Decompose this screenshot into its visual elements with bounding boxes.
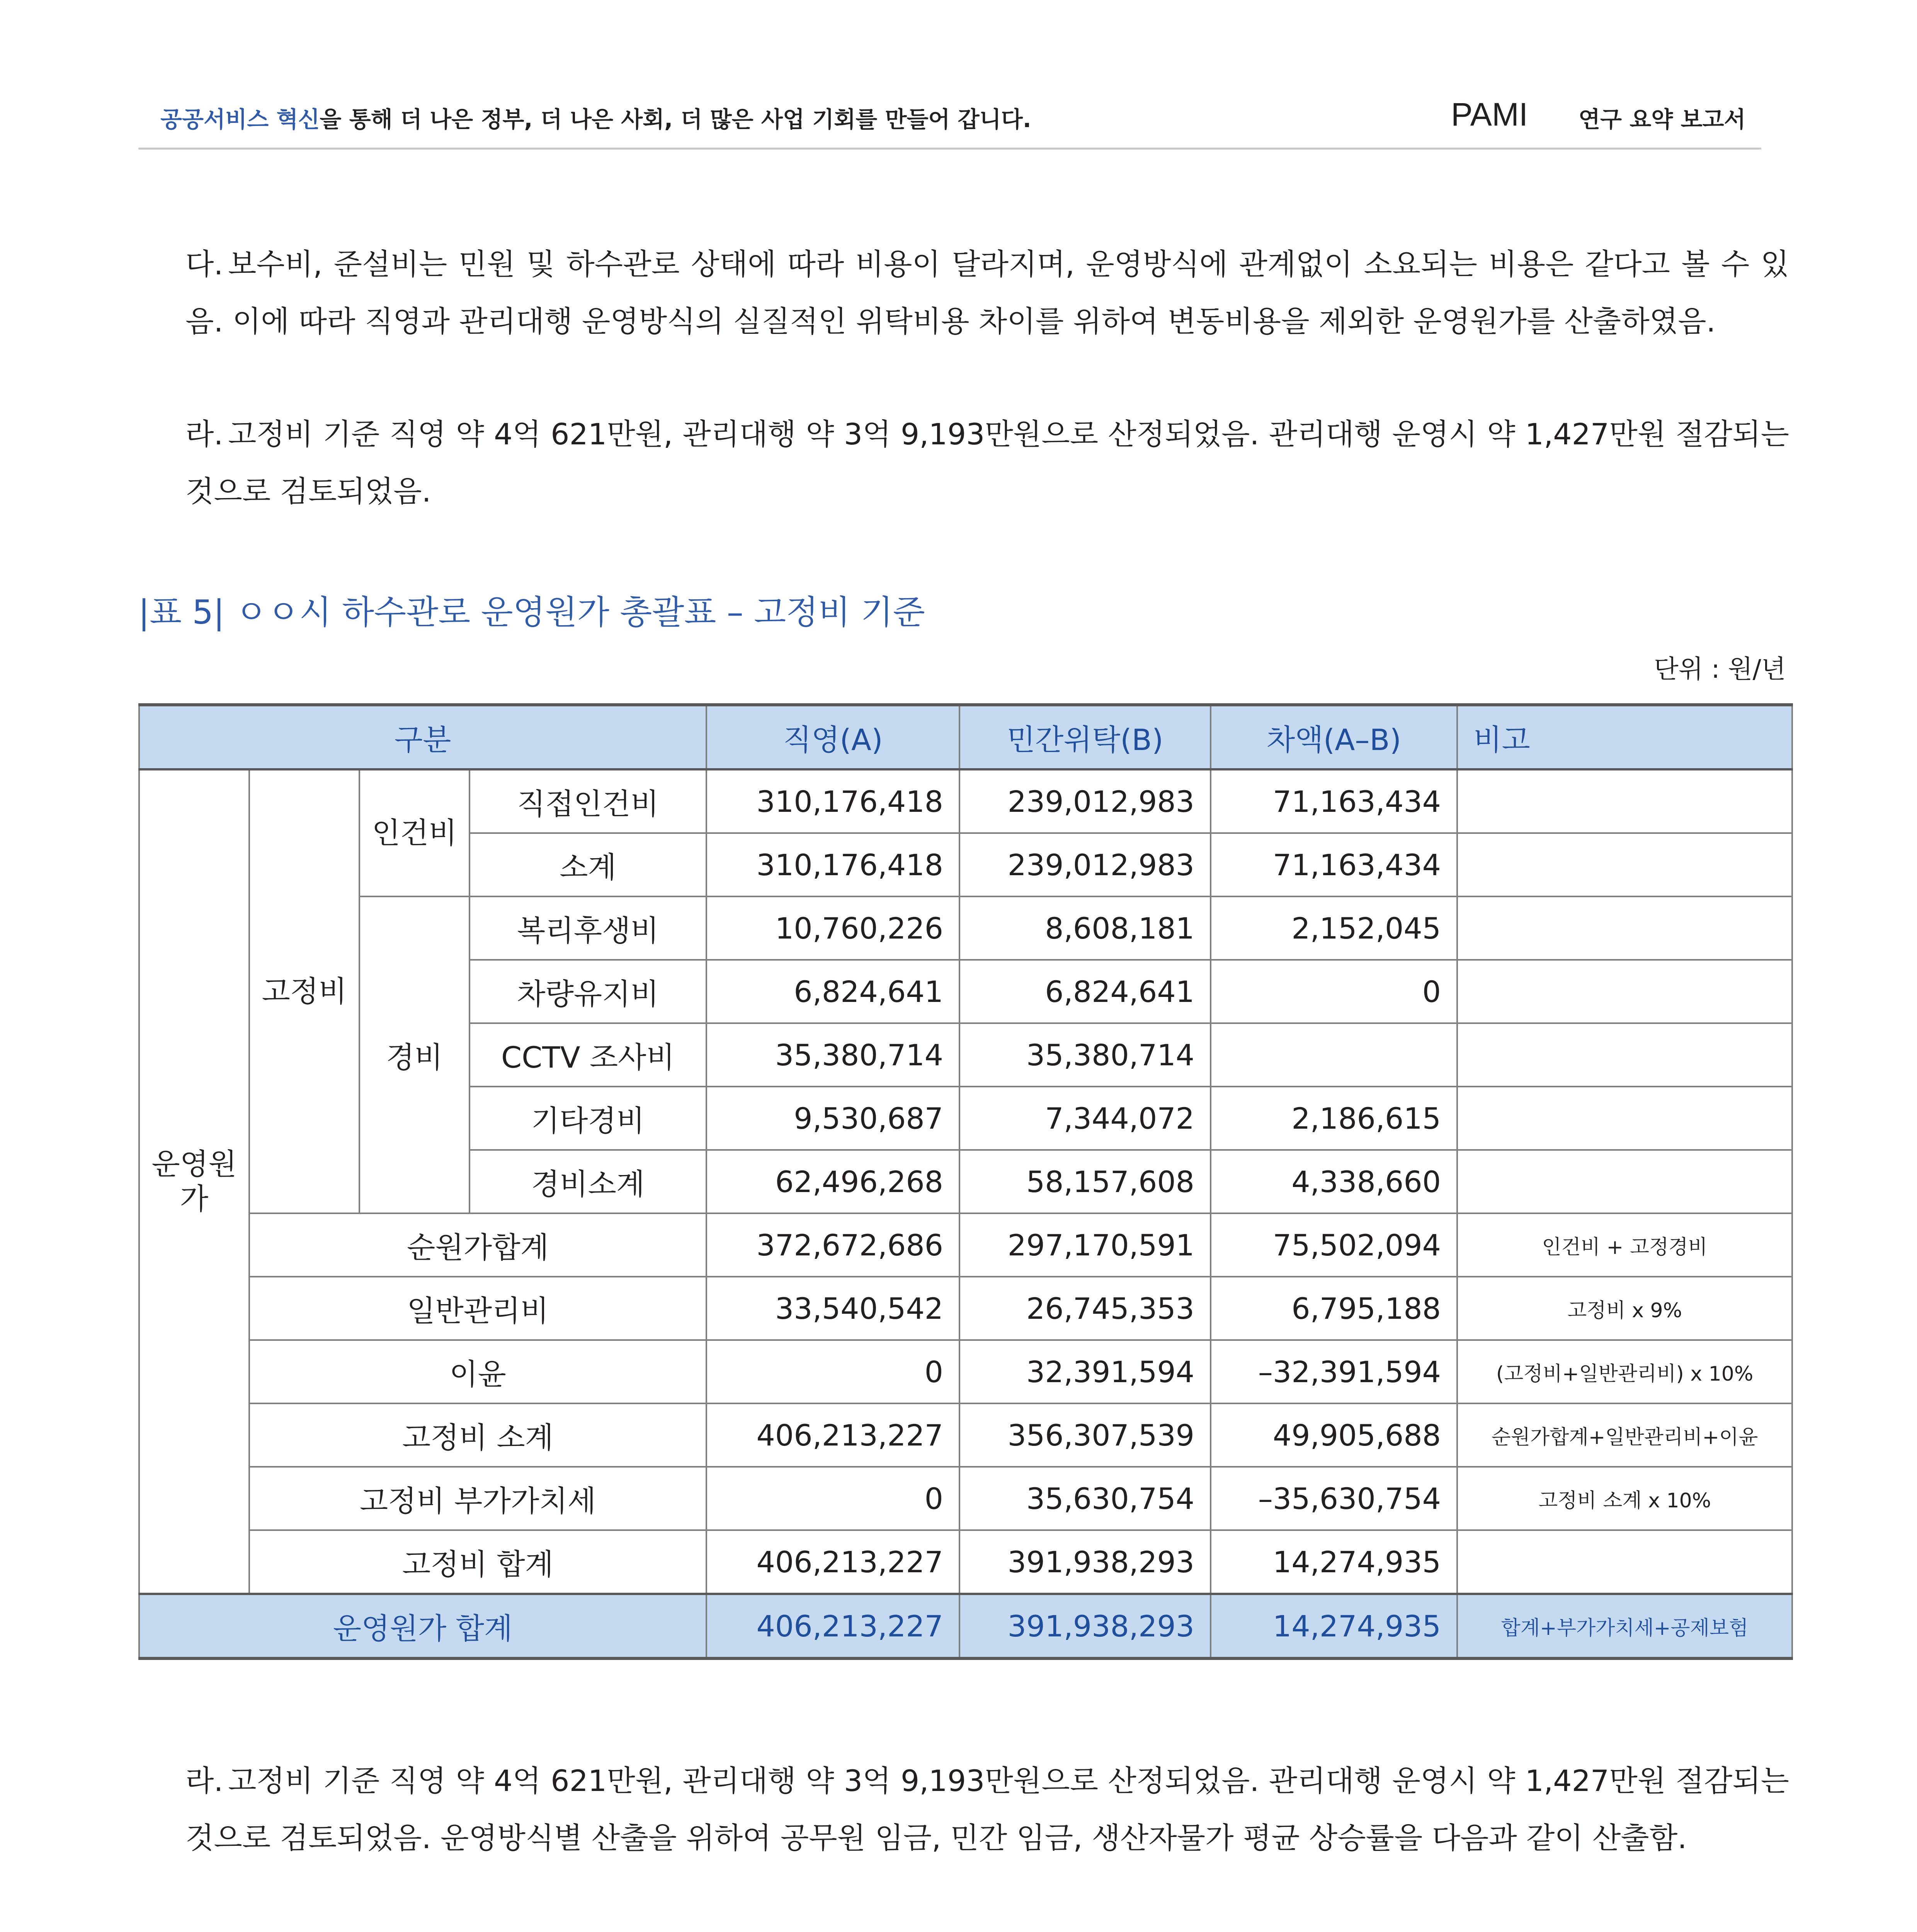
row-label: 직접인건비 — [469, 769, 706, 833]
header-category: 구분 — [139, 705, 706, 769]
total-private: 391,938,293 — [959, 1594, 1211, 1658]
slogan-rest: 을 통해 더 나은 정부, 더 나은 사회, 더 많은 사업 기회를 만들어 갑니다. — [320, 106, 1031, 133]
value-direct: 10,760,226 — [706, 896, 959, 960]
header-note: 비고 — [1457, 705, 1792, 769]
row-label: 고정비 합계 — [249, 1530, 706, 1594]
row-label: 복리후생비 — [469, 896, 706, 960]
slogan-highlight: 공공서비스 혁신 — [160, 106, 320, 133]
value-note — [1457, 769, 1792, 833]
value-private: 58,157,608 — [959, 1150, 1211, 1213]
value-direct: 6,824,641 — [706, 960, 959, 1023]
header-divider — [138, 148, 1761, 150]
value-direct: 0 — [706, 1467, 959, 1530]
row-label: 소계 — [469, 833, 706, 896]
value-private: 35,630,754 — [959, 1467, 1211, 1530]
table5-caption: |표 5| ㅇㅇ시 하수관로 운영원가 총괄표 – 고정비 기준 — [138, 593, 925, 632]
row-label: 고정비 부가가치세 — [249, 1467, 706, 1530]
value-private: 297,170,591 — [959, 1213, 1211, 1277]
row-label: 이윤 — [249, 1340, 706, 1403]
table-row — [139, 1213, 1792, 1277]
table-row — [139, 896, 1792, 960]
header-brand: PAMI — [1451, 96, 1528, 133]
value-note: 인건비 + 고정경비 — [1457, 1213, 1792, 1277]
value-diff: 4,338,660 — [1211, 1150, 1457, 1213]
value-note — [1457, 1150, 1792, 1213]
table-row — [139, 1277, 1792, 1340]
header-direct: 직영(A) — [706, 705, 959, 769]
value-note: (고정비+일반관리비) x 10% — [1457, 1340, 1792, 1403]
value-private: 239,012,983 — [959, 833, 1211, 896]
value-direct: 35,380,714 — [706, 1023, 959, 1087]
value-direct: 310,176,418 — [706, 769, 959, 833]
header-report-title: 연구 요약 보고서 — [1579, 106, 1746, 133]
value-direct: 406,213,227 — [706, 1530, 959, 1594]
value-diff: 6,795,188 — [1211, 1277, 1457, 1340]
value-note — [1457, 833, 1792, 896]
value-direct: 33,540,542 — [706, 1277, 959, 1340]
value-direct: 406,213,227 — [706, 1403, 959, 1467]
header-slogan — [160, 101, 1031, 134]
group-fixed-cost: 고정비 — [249, 769, 359, 1213]
header-private: 민간위탁(B) — [959, 705, 1211, 769]
value-direct: 372,672,686 — [706, 1213, 959, 1277]
value-diff: 2,186,615 — [1211, 1087, 1457, 1150]
value-diff: 49,905,688 — [1211, 1403, 1457, 1467]
value-private: 35,380,714 — [959, 1023, 1211, 1087]
value-note — [1457, 960, 1792, 1023]
table-row — [139, 1340, 1792, 1403]
row-label: 차량유지비 — [469, 960, 706, 1023]
value-diff: 14,274,935 — [1211, 1530, 1457, 1594]
row-label: 순원가합계 — [249, 1213, 706, 1277]
value-note: 고정비 x 9% — [1457, 1277, 1792, 1340]
value-diff: –35,630,754 — [1211, 1467, 1457, 1530]
item-marker: 라. — [185, 417, 223, 451]
value-diff: 75,502,094 — [1211, 1213, 1457, 1277]
table5-header-row — [139, 705, 1792, 769]
value-diff: 0 — [1211, 960, 1457, 1023]
value-private: 26,745,353 — [959, 1277, 1211, 1340]
value-diff: 71,163,434 — [1211, 769, 1457, 833]
value-note — [1457, 1087, 1792, 1150]
value-note: 순원가합계+일반관리비+이윤 — [1457, 1403, 1792, 1467]
value-direct: 310,176,418 — [706, 833, 959, 896]
table5 — [138, 703, 1793, 1660]
paragraph-da — [185, 236, 1789, 350]
value-private: 7,344,072 — [959, 1087, 1211, 1150]
paragraph-ra-2 — [185, 1752, 1789, 1867]
total-diff: 14,274,935 — [1211, 1594, 1457, 1658]
paragraph-text: 고정비 기준 직영 약 4억 621만원, 관리대행 약 3억 9,193만원으로 산정되었음. 관리대행 운영시 약 1,427만원 절감되는 것으로 검토되었음. — [185, 417, 1789, 509]
value-private: 239,012,983 — [959, 769, 1211, 833]
total-direct: 406,213,227 — [706, 1594, 959, 1658]
total-label: 운영원가 합계 — [139, 1594, 706, 1658]
header-diff: 차액(A–B) — [1211, 705, 1457, 769]
paragraph-ra — [185, 406, 1789, 520]
table-row — [139, 769, 1792, 833]
paragraph-text: 보수비, 준설비는 민원 및 하수관로 상태에 따라 비용이 달라지며, 운영방식에 관계없이 소요되는 비용은 같다고 볼 수 있음. 이에 따라 직영과 관리대행 운영방식의 실질적인 위탁비용 차이를 위하여 변동비용을 제외한 운영원가를 산출하였음. — [185, 247, 1789, 338]
value-private: 6,824,641 — [959, 960, 1211, 1023]
group-operating-cost: 운영원가 — [139, 769, 249, 1594]
table-row — [139, 1467, 1792, 1530]
value-private: 356,307,539 — [959, 1403, 1211, 1467]
table-row — [139, 1403, 1792, 1467]
value-note: 고정비 소계 x 10% — [1457, 1467, 1792, 1530]
row-label: 일반관리비 — [249, 1277, 706, 1340]
table5-unit: 단위 : 원/년 — [1654, 654, 1786, 684]
value-diff: –32,391,594 — [1211, 1340, 1457, 1403]
group-expense: 경비 — [359, 896, 469, 1213]
value-note — [1457, 896, 1792, 960]
value-private: 8,608,181 — [959, 896, 1211, 960]
value-note — [1457, 1530, 1792, 1594]
group-labor: 인건비 — [359, 769, 469, 896]
row-label: 경비소계 — [469, 1150, 706, 1213]
value-private: 32,391,594 — [959, 1340, 1211, 1403]
value-private: 391,938,293 — [959, 1530, 1211, 1594]
item-marker: 라. — [185, 1764, 223, 1798]
row-label: 기타경비 — [469, 1087, 706, 1150]
value-direct: 62,496,268 — [706, 1150, 959, 1213]
total-note: 합계+부가가치세+공제보험 — [1457, 1594, 1792, 1658]
value-diff: 2,152,045 — [1211, 896, 1457, 960]
value-direct: 0 — [706, 1340, 959, 1403]
row-label: 고정비 소계 — [249, 1403, 706, 1467]
table-row — [139, 1530, 1792, 1594]
value-diff — [1211, 1023, 1457, 1087]
row-label: CCTV 조사비 — [469, 1023, 706, 1087]
value-direct: 9,530,687 — [706, 1087, 959, 1150]
value-note — [1457, 1023, 1792, 1087]
table5-total-row — [139, 1594, 1792, 1658]
value-diff: 71,163,434 — [1211, 833, 1457, 896]
item-marker: 다. — [185, 247, 223, 281]
paragraph-text: 고정비 기준 직영 약 4억 621만원, 관리대행 약 3억 9,193만원으로 산정되었음. 관리대행 운영시 약 1,427만원 절감되는 것으로 검토되었음. 운영방식별 산출을 위하여 공무원 임금, 민간 임금, 생산자물가 평균 상승률을 다음과 같이 산출함. — [185, 1764, 1789, 1855]
